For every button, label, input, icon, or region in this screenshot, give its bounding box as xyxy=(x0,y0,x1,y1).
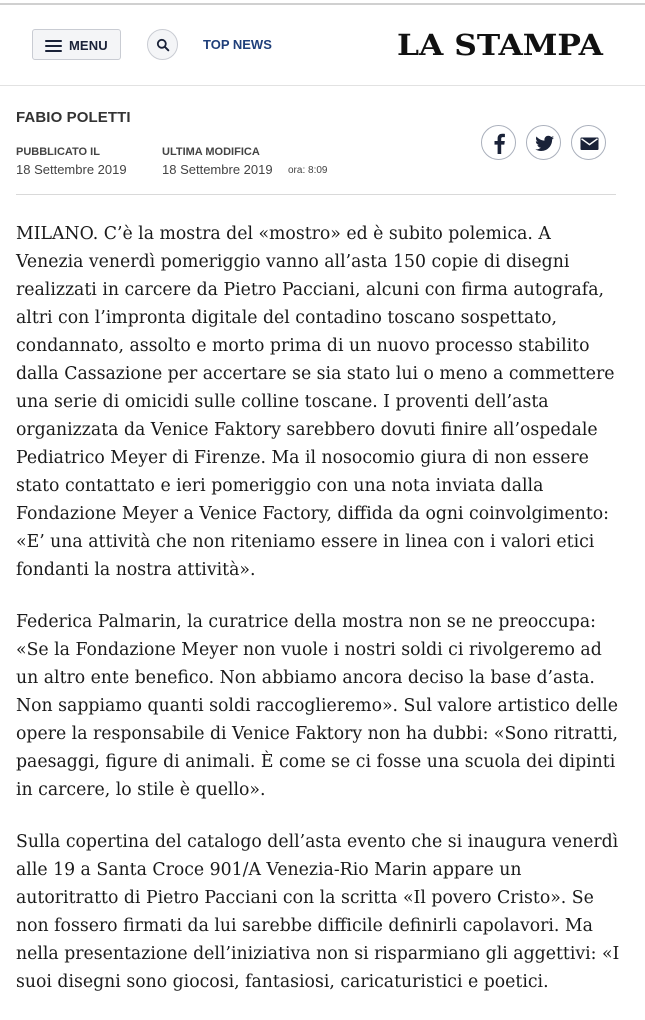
twitter-icon xyxy=(527,126,562,161)
site-header xyxy=(0,5,645,86)
logo-text: LA STAMPA xyxy=(397,28,604,61)
top-news-link[interactable]: TOP NEWS xyxy=(203,37,272,52)
article-paragraph: Federica Palmarin, la curatrice della mostra non se ne preoccupa: «Se la Fondazione Meyer non vuole i nostri soldi ci rivolgeremo ad un altro ente benefico. Non abbiamo ancora deciso la base d’asta. Non sappiamo quanti soldi raccoglieremo». Sul valore artistico delle opere la responsabile di Venice Faktory non ha dubbi: «Sono ritratti, paesaggi, figure di animali. È come se ci fosse una scuola dei dipinti in carcere, lo stile è quello». xyxy=(16,612,619,800)
article-paragraph: MILANO. C’è la mostra del «mostro» ed è subito polemica. A Venezia venerdì pomeriggio vanno all’asta 150 copie di disegni realizzati in carcere da Pietro Pacciani, alcuni con firma autografa, altri con l’impronta digitale del contadino toscano sospettato, condannato, assolto e morto prima di un nuovo processo stabilito dalla Cassazione per accertare se sia stato lui o meno a commettere una serie di omicidi sulle colline toscane. I proventi dell’asta organizzata da Venice Faktory sarebbero dovuti finire all’ospedale Pediatrico Meyer di Firenze. Ma il nosocomio giura di non essere stato contattato e ieri pomeriggio con una nota inviata dalla Fondazione Meyer a Venice Factory, diffida da ogni coinvolgimento: «E’ una attività che non riteniamo essere in linea con i valori etici fondanti la nostra attività». xyxy=(16,224,615,580)
la-stampa-logo[interactable] xyxy=(395,27,605,61)
menu-button[interactable] xyxy=(32,29,121,60)
menu-label: MENU xyxy=(69,38,108,53)
modified-date: 18 Settembre 2019 xyxy=(162,162,273,177)
modified-time: ora: 8:09 xyxy=(288,165,328,176)
search-button[interactable] xyxy=(147,29,178,60)
search-icon xyxy=(156,38,170,52)
share-email-button[interactable] xyxy=(571,125,606,160)
article-body xyxy=(16,220,621,1020)
share-twitter-button[interactable] xyxy=(526,125,561,160)
byline-divider xyxy=(16,194,616,195)
email-icon xyxy=(572,126,607,161)
published-date: 18 Settembre 2019 xyxy=(16,162,127,177)
share-facebook-button[interactable] xyxy=(481,125,516,160)
facebook-icon xyxy=(482,126,517,161)
author-name[interactable]: FABIO POLETTI xyxy=(16,109,131,126)
published-label: PUBBLICATO IL xyxy=(16,146,100,158)
article-paragraph: Sulla copertina del catalogo dell’asta evento che si inaugura venerdì alle 19 a Santa Croce 901/A Venezia-Rio Marin appare un autoritratto di Pietro Pacciani con la scritta «Il povero Cristo». Se non fossero firmati da lui sarebbe difficile definirli capolavori. Ma nella presentazione dell’iniziativa non si risparmiano gli aggettivi: «I suoi disegni sono giocosi, fantasiosi, caricaturistici e poetici. xyxy=(16,832,620,992)
hamburger-icon xyxy=(45,40,62,52)
modified-label: ULTIMA MODIFICA xyxy=(162,146,260,158)
